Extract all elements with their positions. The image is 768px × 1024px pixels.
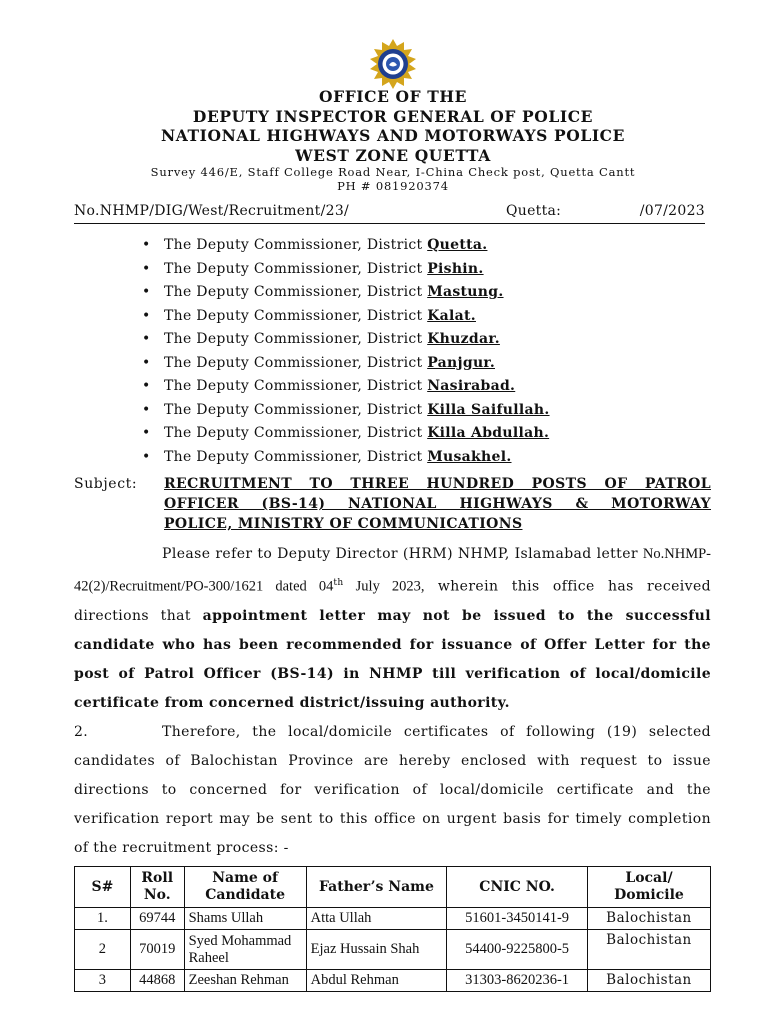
subject-text	[164, 474, 711, 534]
cell-roll-no: 44868	[130, 970, 184, 992]
paragraph-1: Please refer to Deputy Director (HRM) NHMP, Islamabad letter No.NHMP-42(2)/Recruitment/PO-300/1621 dated 04th July 2023, wherein this office has received directions that appointment letter may not be issued to the successful candidate who has been recommended for issuance of Offer Letter for the post of Patrol Officer (BS-14) in NHMP till verification of local/domicile certificate from concerned district/issuing authority.	[74, 546, 711, 711]
reference-place: Quetta:	[506, 203, 562, 219]
reference-line	[74, 203, 705, 224]
letterhead-office: OFFICE OF THE	[318, 87, 467, 106]
addressee-item: • The Deputy Commissioner, District Khuzdar.	[142, 331, 500, 347]
addressee-item: • The Deputy Commissioner, District Killa Saifullah.	[142, 401, 550, 418]
col-header-candidate-name: Name of Candidate	[184, 867, 306, 908]
addressee-item: • The Deputy Commissioner, District Panjgur.	[142, 354, 495, 371]
addressee-item: • The Deputy Commissioner, District Pishin.	[142, 260, 484, 277]
table-row	[75, 930, 711, 970]
cell-sno: 2	[75, 930, 131, 970]
addressee-item: • The Deputy Commissioner, District Killa Abdullah.	[142, 425, 550, 441]
candidates-table	[74, 866, 711, 992]
nhmp-emblem-logo	[367, 38, 419, 90]
cell-sno: 1.	[75, 908, 131, 930]
addressee-item: • The Deputy Commissioner, District Quetta.	[142, 237, 488, 253]
subject-line-2: OFFICER (BS-14) NATIONAL HIGHWAYS & MOTORWAY	[164, 496, 711, 512]
table-row	[75, 970, 711, 992]
cell-sno: 3	[75, 970, 131, 992]
cell-father-name: Ejaz Hussain Shah	[306, 930, 447, 970]
paragraph-2: 2. Therefore, the local/domicile certificates of following (19) selected candidates of Balochistan Province are hereby enclosed with request to issue directions to concerned for verification of local/domicile certificate and the verification report may be sent to this office on urgent basis for timely completion of the recruitment process: -	[74, 724, 711, 856]
cell-cnic: 31303-8620236-1	[447, 970, 588, 992]
col-header-father-name: Father’s Name	[306, 867, 447, 908]
cell-domicile: Balochistan	[587, 970, 710, 992]
subject-line-3: POLICE, MINISTRY OF COMMUNICATIONS	[164, 516, 523, 532]
letterhead-department: NATIONAL HIGHWAYS AND MOTORWAYS POLICE	[160, 126, 626, 145]
letterhead-phone: PH # 081920374	[337, 179, 449, 193]
col-header-roll-no: Roll No.	[130, 867, 184, 908]
letterhead-address: Survey 446/E, Staff College Road Near, I-China Check post, Quetta Cantt	[150, 165, 636, 179]
cell-candidate-name: Shams Ullah	[184, 908, 306, 930]
subject-label: Subject:	[74, 476, 138, 492]
cell-father-name: Atta Ullah	[306, 908, 447, 930]
addressee-item: • The Deputy Commissioner, District Mastung.	[142, 284, 504, 300]
col-header-sno: S#	[75, 867, 131, 908]
cell-father-name: Abdul Rehman	[306, 970, 447, 992]
cell-domicile: Balochistan	[587, 930, 710, 970]
addressee-item: • The Deputy Commissioner, District Nasirabad.	[142, 378, 516, 394]
table-row	[75, 908, 711, 930]
reference-date: /07/2023	[639, 203, 705, 219]
addressee-item: • The Deputy Commissioner, District Kalat.	[142, 307, 476, 324]
subject-line-1: RECRUITMENT TO THREE HUNDRED POSTS OF PATROL	[164, 476, 711, 492]
addressee-list	[142, 234, 550, 469]
reference-number: No.NHMP/DIG/West/Recruitment/23/	[74, 203, 350, 219]
cell-roll-no: 69744	[130, 908, 184, 930]
cell-candidate-name: Syed Mohammad Raheel	[184, 930, 306, 970]
col-header-domicile: Local/ Domicile	[587, 867, 710, 908]
table-header-row	[75, 867, 711, 908]
cell-domicile: Balochistan	[587, 908, 710, 930]
cell-cnic: 54400-9225800-5	[447, 930, 588, 970]
letterhead-title: DEPUTY INSPECTOR GENERAL OF POLICE	[192, 107, 594, 126]
letterhead-zone: WEST ZONE QUETTA	[295, 146, 491, 165]
col-header-cnic: CNIC NO.	[447, 867, 588, 908]
cell-roll-no: 70019	[130, 930, 184, 970]
cell-cnic: 51601-3450141-9	[447, 908, 588, 930]
cell-candidate-name: Zeeshan Rehman	[184, 970, 306, 992]
addressee-item: • The Deputy Commissioner, District Musakhel.	[142, 448, 512, 465]
